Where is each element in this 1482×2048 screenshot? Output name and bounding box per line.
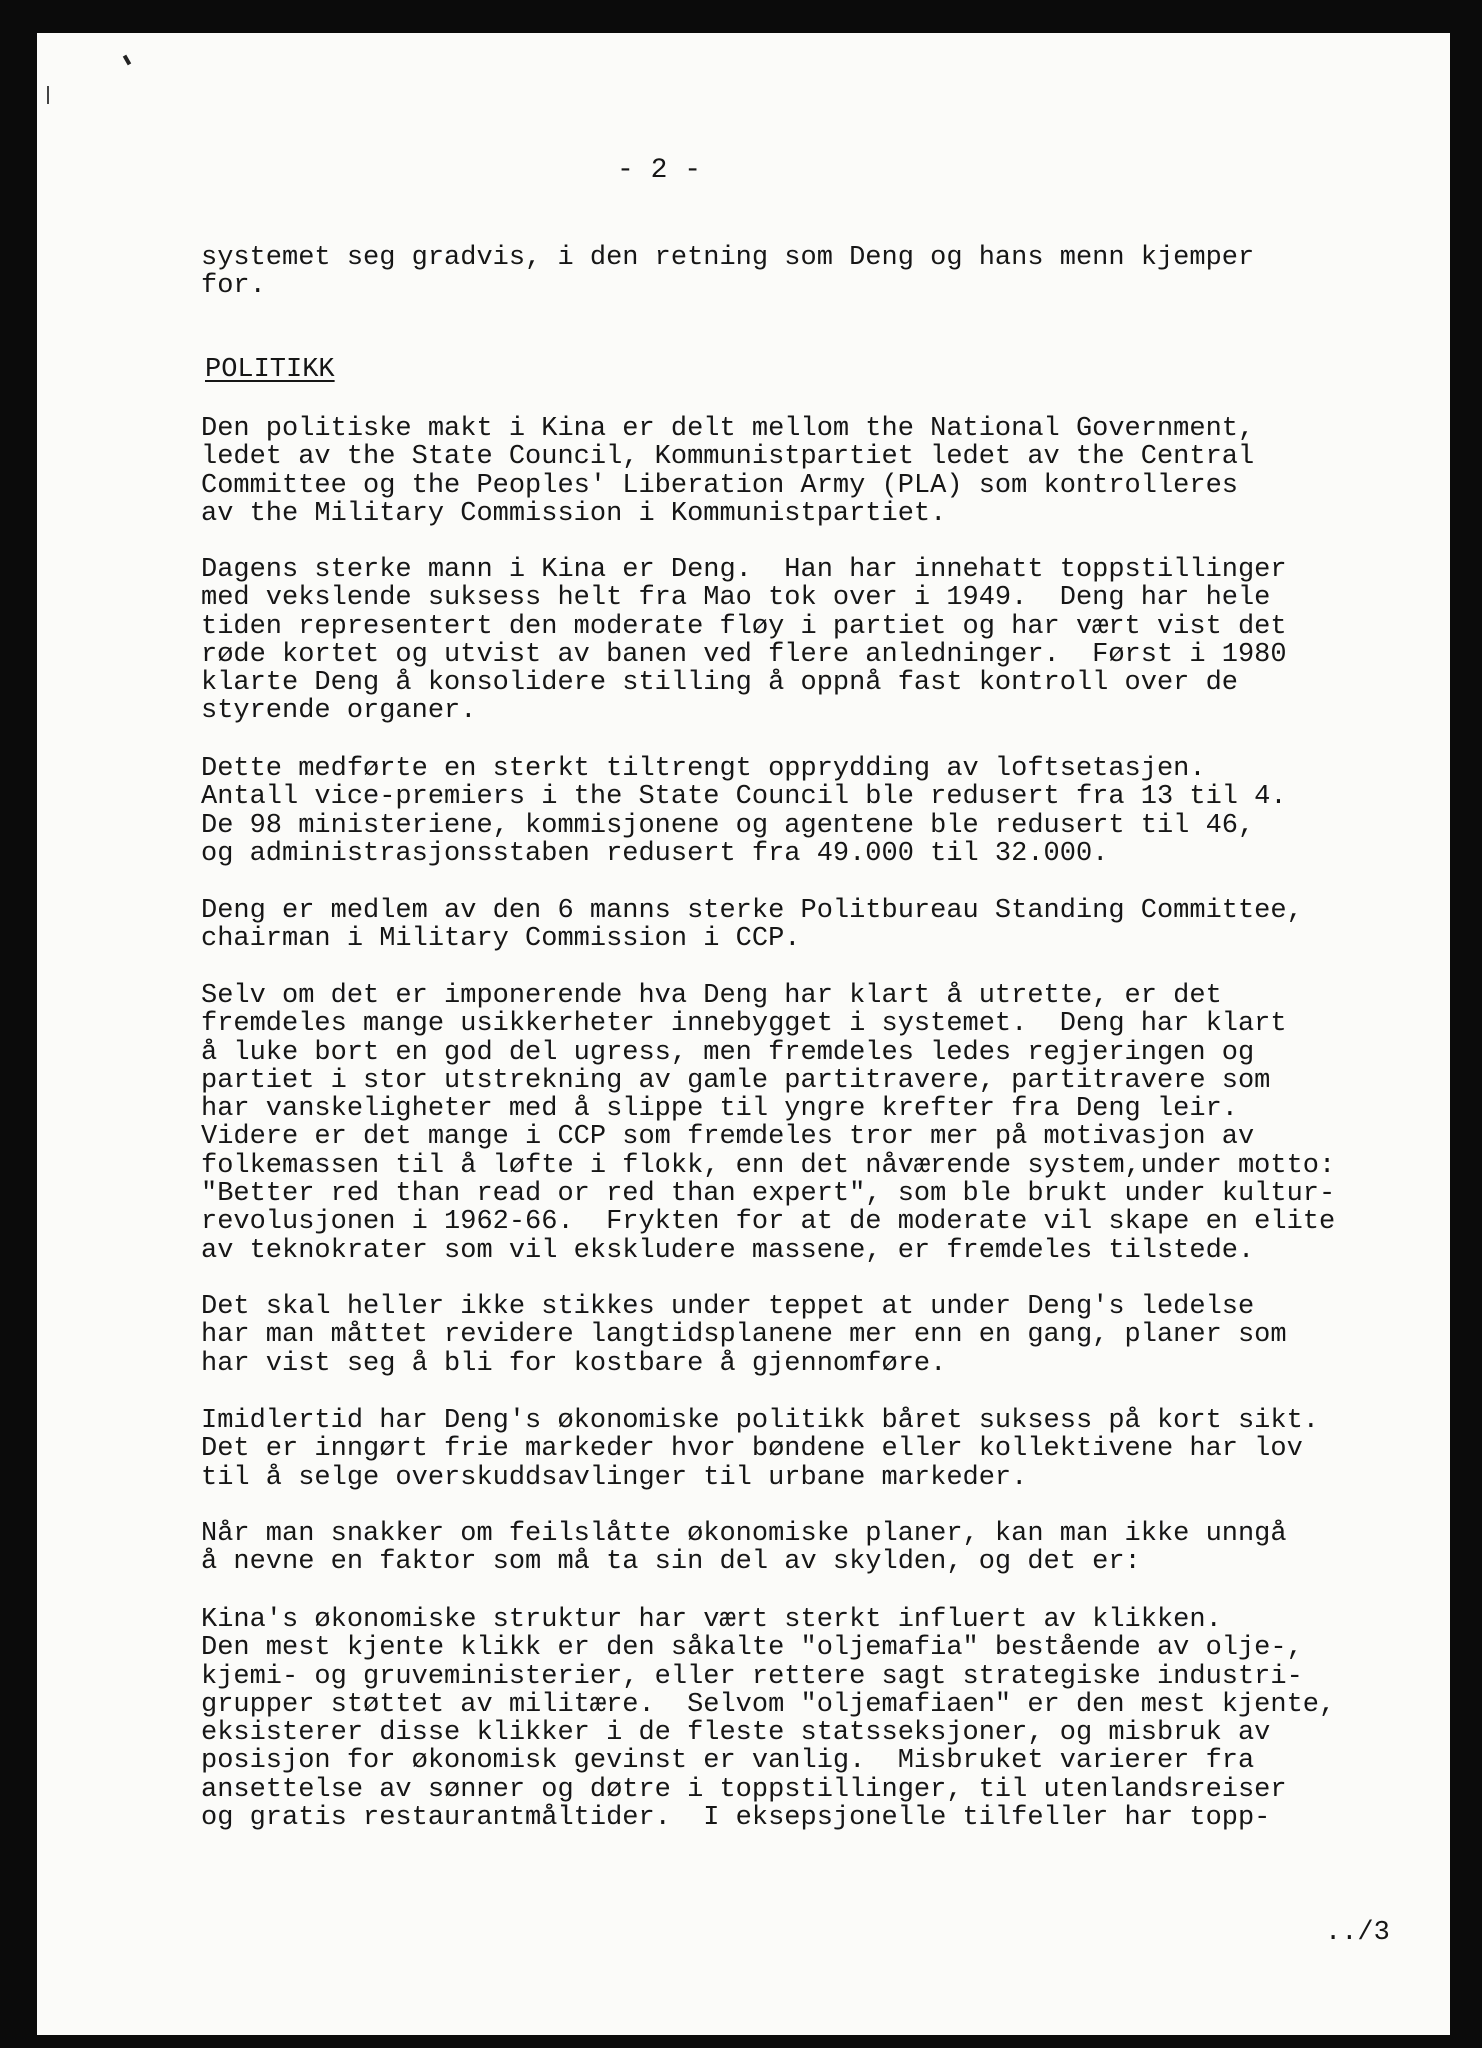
page-number: - 2 - <box>617 155 702 186</box>
paragraph: Dagens sterke mann i Kina er Deng. Han har innehatt toppstillinger med vekslende suksess helt fra Mao tok over i 1949. Deng har hele tiden representert den moderate fløy i partiet og har vært vist det røde kortet og utvist av banen ved flere anledninger. Først i 1980 klarte Deng å konsolidere stilling å oppnå fast kontroll over de styrende organer. <box>201 555 1287 727</box>
intro-paragraph: systemet seg gradvis, i den retning som Deng og hans menn kjemper for. <box>201 243 1255 302</box>
paragraph: Deng er medlem av den 6 manns sterke Politbureau Standing Committee, chairman i Military Commission i CCP. <box>201 896 1303 955</box>
paragraph: Dette medførte en sterkt tiltrengt opprydding av loftsetasjen. Antall vice-premiers i the State Council ble redusert fra 13 til 4. De 98 ministeriene, kommisjonene og agentene ble redusert til 46, og administrasjonsstaben redusert fra 49.000 til 32.000. <box>201 754 1287 869</box>
scan-mark <box>47 86 52 104</box>
scan-mark <box>123 55 131 66</box>
paragraph: Den politiske makt i Kina er delt mellom the National Government, ledet av the State Council, Kommunistpartiet ledet av the Central Committee og the Peoples' Liberation Army (PLA) som kontrolleres av the Military Commission i Kommunistpartiet. <box>201 414 1255 529</box>
paragraph: Når man snakker om feilslåtte økonomiske planer, kan man ikke unngå å nevne en faktor som må ta sin del av skylden, og det er: <box>201 1519 1287 1578</box>
section-heading: POLITIKK <box>205 355 335 385</box>
paragraph: Imidlertid har Deng's økonomiske politikk båret suksess på kort sikt. Det er inngørt frie markeder hvor bøndene eller kollektivene har lov til å selge overskuddsavlinger til urbane markeder. <box>201 1406 1319 1493</box>
continuation-marker: ../3 <box>1325 1918 1390 1948</box>
paragraph: Selv om det er imponerende hva Deng har klart å utrette, er det fremdeles mange usikkerheter innebygget i systemet. Deng har klart å luke bort en god del ugress, men fremdeles ledes regjeringen og partiet i stor utstrekning av gamle partitravere, partitravere som har vanskeligheter med å slippe til yngre krefter fra Deng leir. Videre er det mange i CCP som fremdeles tror mer på motivasjon av folkemassen til å løfte i flokk, enn det nåværende system,under motto: "Better red than read or red than expert", som ble brukt under kultur- revolusjonen i 1962-66. Frykten for at de moderate vil skape en elite av teknokrater som vil ekskludere massene, er fremdeles tilstede. <box>201 981 1336 1266</box>
paragraph: Det skal heller ikke stikkes under teppet at under Deng's ledelse har man måttet revidere langtidsplanene mer enn en gang, planer som har vist seg å bli for kostbare å gjennomføre. <box>201 1292 1287 1379</box>
document-page <box>37 33 1450 2035</box>
paragraph: Kina's økonomiske struktur har vært sterkt influert av klikken. Den mest kjente klikk er den såkalte "oljemafia" bestående av olje-, kjemi- og gruveministerier, eller rettere sagt strategiske industri- grupper støttet av militære. Selvom "oljemafiaen" er den mest kjente, eksisterer disse klikker i de fleste statsseksjoner, og misbruk av posisjon for økonomisk gevinst er vanlig. Misbruket varierer fra ansettelse av sønner og døtre i toppstillinger, til utenlandsreiser og gratis restaurantmåltider. I eksepsjonelle tilfeller har topp- <box>201 1605 1336 1834</box>
